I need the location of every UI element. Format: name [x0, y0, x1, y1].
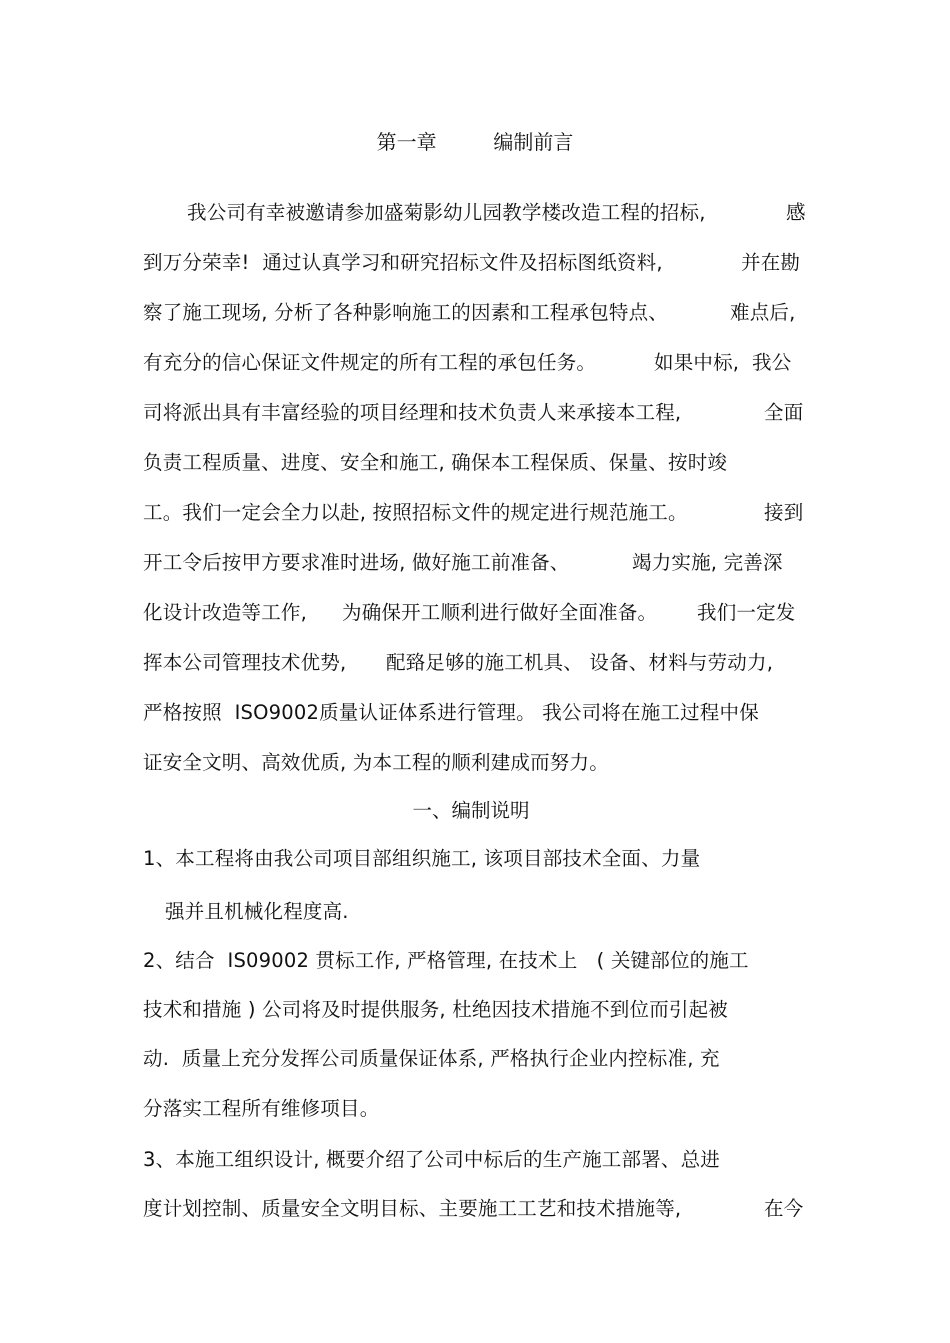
intro-line: 司将派出具有丰富经验的项目经理和技术负责人来承接本工程, [143, 401, 682, 424]
section-heading-text: 一、编制说明 [412, 799, 530, 822]
item-line: 1、本工程将由我公司项目部组织施工, 该项目部技术全面、力量 [143, 847, 701, 870]
intro-line: 如果中标, 我公 [654, 351, 792, 374]
intro-line: 感 [786, 201, 806, 224]
item-line: 在今 [764, 1197, 804, 1220]
intro-line: 并在勘 [741, 251, 801, 274]
item-line: 度计划控制、质量安全文明目标、主要施工工艺和技术措施等, [143, 1197, 682, 1220]
intro-line: 竭力实施, 完善深 [632, 551, 783, 574]
intro-line: 挥本公司管理技术优势, [143, 651, 347, 674]
intro-line: 接到 [764, 501, 804, 524]
intro-line: 为确保开工顺利进行做好全面准备。 [342, 601, 658, 624]
intro-line: 化设计改造等工作, [143, 601, 307, 624]
item-line: 动. 质量上充分发挥公司质量保证体系, 严格执行企业内控标准, 充 [143, 1047, 720, 1070]
item-line: 分落实工程所有维修项目。 [143, 1097, 380, 1120]
intro-line: 有充分的信心保证文件规定的所有工程的承包任务。 [143, 351, 597, 374]
intro-line: 证安全文明、高效优质, 为本工程的顺利建成而努力。 [143, 751, 609, 774]
intro-line: 到万分荣幸! 通过认真学习和研究招标文件及招标图纸资料, [143, 251, 663, 274]
chapter-number: 第一章 [376, 130, 437, 154]
section-heading [0, 797, 946, 825]
intro-line: 严格按照 ISO9002质量认证体系进行管理。 我公司将在施工过程中保 [143, 701, 759, 724]
chapter-name: 编制前言 [493, 130, 574, 154]
item-line: 2、结合 IS09002 贯标工作, 严格管理, 在技术上 ( 关键部位的施工 [143, 949, 749, 972]
item-line: 3、本施工组织设计, 概要介绍了公司中标后的生产施工部署、总进 [143, 1148, 721, 1171]
item-line: 强并且机械化程度高. [165, 900, 349, 923]
intro-line: 难点后, [730, 301, 796, 324]
intro-line: 工。我们一定会全力以赴, 按照招标文件的规定进行规范施工。 [143, 501, 688, 524]
intro-line: 开工令后按甲方要求准时进场, 做好施工前准备、 [143, 551, 570, 574]
intro-line: 我公司有幸被邀请参加盛菊影幼儿园教学楼改造工程的招标, [187, 201, 706, 224]
intro-line: 负责工程质量、进度、安全和施工, 确保本工程保质、保量、按时竣 [143, 451, 728, 474]
intro-line: 我们一定发 [697, 601, 796, 624]
intro-line: 全面 [764, 401, 804, 424]
intro-line: 配臵足够的施工机具、 设备、材料与劳动力, [386, 651, 774, 674]
item-line: 技术和措施 ) 公司将及时提供服务, 杜绝因技术措施不到位而引起被 [143, 998, 729, 1021]
chapter-title [0, 128, 950, 156]
intro-line: 察了施工现场, 分析了各种影响施工的因素和工程承包特点、 [143, 301, 668, 324]
